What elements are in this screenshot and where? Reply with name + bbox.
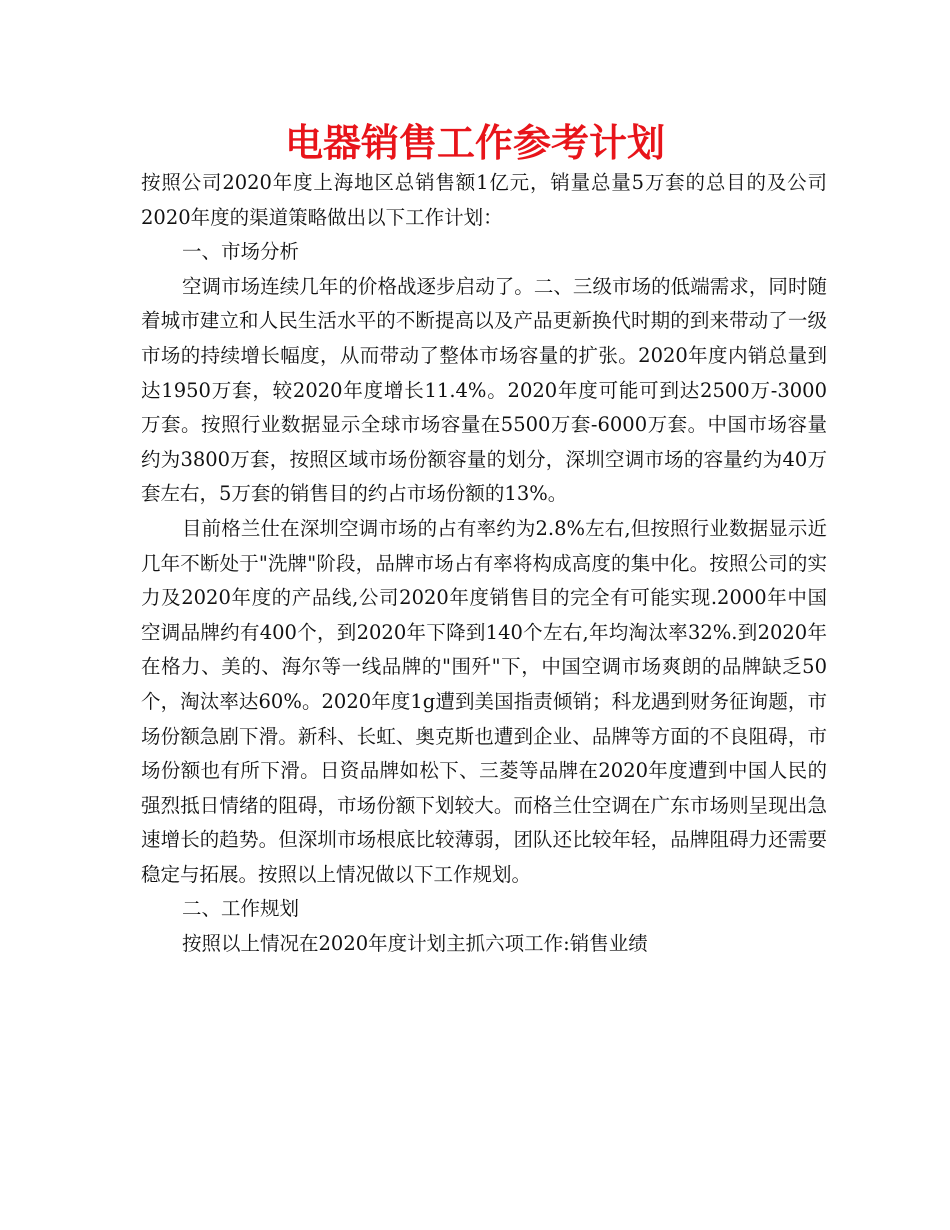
document-title: 电器销售工作参考计划 [284, 121, 665, 165]
brand-analysis-paragraph: 目前格兰仕在深圳空调市场的占有率约为2.8%左右,但按照行业数据显示近几年不断处于"洗牌"阶段，品牌市场占有率将构成高度的集中化。按照公司的实力及2020年度的产品线,公司2020年度销售目的完全有可能实现.2000年中国空调品牌约有400个，到2020年下降到140个左右,年均淘汰率32%.到2020年在格力、美的、海尔等一线品牌的"围歼"下，中国空调市场爽朗的品牌缺乏50个，淘汰率达60%。2020年度1g遭到美国指责倾销；科龙遇到财务征询题，市场份额急剧下滑。新科、长虹、奥克斯也遭到企业、品牌等方面的不良阻碍，市场份额也有所下滑。日资品牌如松下、三菱等品牌在2020年度遭到中国人民的强烈抵日情绪的阻碍，市场份额下划较大。而格兰仕空调在广东市场则呈现出急速增长的趋势。但深圳市场根底比较薄弱，团队还比较年轻，品牌阻碍力还需要稳定与拓展。按照以上情况做以下工作规划。 [141, 516, 827, 886]
intro-paragraph: 按照公司2020年度上海地区总销售额1亿元，销量总量5万套的总目的及公司2020年度的渠道策略做出以下工作计划： [141, 171, 827, 229]
market-analysis-paragraph: 空调市场连续几年的价格战逐步启动了。二、三级市场的低端需求，同时随着城市建立和人民生活水平的不断提高以及产品更新换代时期的到来带动了一级市场的持续增长幅度，从而带动了整体市场容量的扩张。2020年度内销总量到达1950万套，较2020年度增长11.4%。2020年度可能可到达2500万-3000万套。按照行业数据显示全球市场容量在5500万套-6000万套。中国市场容量约为3800万套，按照区域市场份额容量的划分，深圳空调市场的容量约为40万套左右，5万套的销售目的约占市场份额的13%。 [141, 274, 827, 506]
section-heading-work-plan: 二、工作规划 [182, 897, 300, 921]
document-body [141, 166, 827, 962]
work-plan-paragraph: 按照以上情况在2020年度计划主抓六项工作:销售业绩 [182, 932, 648, 956]
section-heading-market-analysis: 一、市场分析 [182, 240, 300, 264]
